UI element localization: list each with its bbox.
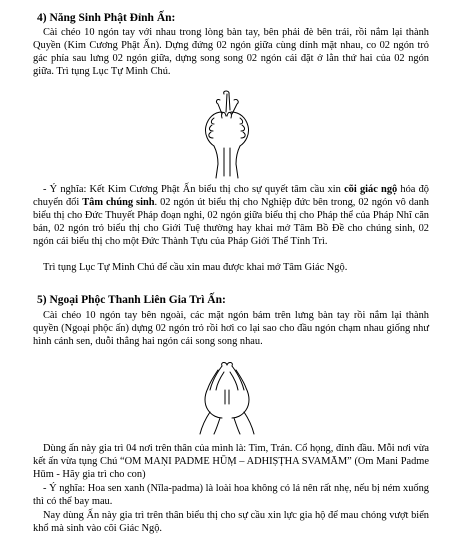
lotus-mudra-illustration-icon	[188, 360, 266, 436]
section4-mantra-line: Trì tụng Lục Tự Minh Chú để cầu xin mau được khai mở Tâm Giác Ngộ.	[43, 262, 348, 273]
meaning-bold-2: Tâm chúng sinh	[82, 196, 155, 208]
meaning-bold-1: cõi giác ngộ	[344, 184, 398, 195]
hand-mudra-illustration-icon	[184, 88, 272, 180]
meaning-text-d: . 02 ngón út biểu thị cho Nghiệp đức bên trong, 02 ngón vô danh biểu thị cho Đức Thuyết Pháp đoạn nghi, 02 ngón giữa biểu thị cho Pháp thể của Pháp Nhĩ căn bản, 02 ngón trỏ biểu thị cho Giới Tuệ thường hay khai mở Tâm Bồ Đề cho chúng sinh, 02 ngón cái biểu thị cho một Đức Thành Tựu của Pháp Giới Thể Tính Trì.	[33, 196, 430, 247]
mudra-figure-1	[184, 88, 272, 180]
section5-meaning: - Ý nghĩa: Hoa sen xanh (Nīla-padma) là loài hoa không có lá nên rất nhẹ, nếu bị ném xuống thì có thể bay mau.	[33, 483, 429, 507]
mudra-figure-2	[188, 360, 266, 436]
section4-paragraph-instructions: Cài chéo 10 ngón tay với nhau trong lòng bàn tay, bên phải đè bên trái, rồi nắm lại thành Quyền (Kim Cương Phật Ấn). Dựng đứng 02 ngón giữa cùng dính mặt nhau, co 02 ngón trỏ gác phía sau lưng 02 ngón giữa, dựng song song 02 ngón cái đặt ở lằn thứ hai của 02 ngón giữa. Trì tụng Lục Tự Minh Chú.	[33, 27, 429, 77]
meaning-text-c: hóa độ chuyển đổi	[33, 184, 430, 208]
section4-meaning	[33, 184, 429, 249]
section5-paragraph-instructions: Cài chéo 10 ngón tay bên ngoài, các mặt ngón bám trên lưng bàn tay rồi nắm lại thành quyền (Ngoại phộc ấn) dựng 02 ngón trỏ rồi hơi co lại sao cho đầu ngón chạm nhau giống như hình cánh sen, duỗi thẳng hai ngón cái song song nhau.	[33, 310, 429, 347]
section5-heading: 5) Ngoại Phộc Thanh Liên Gia Trì Ấn:	[37, 294, 226, 306]
section5-conclusion: Nay dùng Ấn này gia trì trên thân biểu thị cho sự cầu xin lực gia hộ để mau chóng vượt biển khổ mà sinh vào cõi Giác Ngộ.	[33, 510, 429, 534]
section4-heading: 4) Năng Sinh Phật Đỉnh Ấn:	[37, 12, 176, 24]
section5-paragraph-usage: Dùng ấn này gia trì 04 nơi trên thân của mình là: Tim, Trán. Cổ họng, đỉnh đầu. Mỗi nơi vừa kết ấn vừa tụng Chú “OM MAṆI PADME HŪṂ – ADHIṢṬHA SVAMĀM” (Om Mani Padme Hūm - Hãy gia trì cho con)	[33, 443, 429, 480]
meaning-text-a: - Ý nghĩa: Kết Kim Cương Phật Ấn biểu thị cho sự quyết tâm cầu xin	[43, 184, 345, 195]
